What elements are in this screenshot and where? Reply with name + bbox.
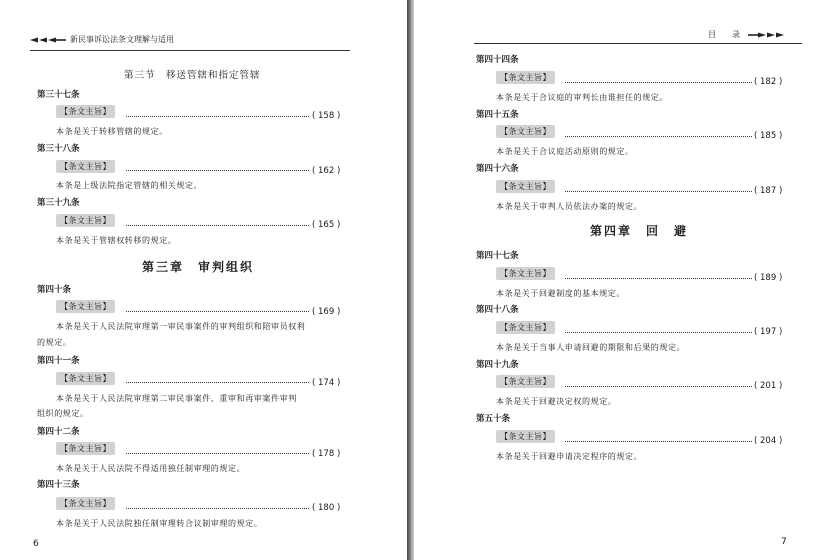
leader-dots	[565, 191, 752, 192]
article-heading: 第四十七条	[476, 251, 519, 261]
article-heading: 第四十三条	[37, 480, 80, 490]
page-ref[interactable]: ( 197 )	[754, 327, 783, 337]
page-number: 6	[33, 539, 39, 549]
article-summary: 本条是上级法院指定管辖的相关规定。	[56, 181, 203, 190]
article-summary: 本条是关于人民法院不得适用独任制审理的规定。	[56, 464, 246, 473]
tag-label[interactable]: 【条文主旨】	[496, 125, 555, 138]
tag-label[interactable]: 【条文主旨】	[496, 267, 555, 280]
article-heading: 第五十条	[476, 414, 511, 424]
article-summary: 本条是关于人民法院审理第二审民事案件、重审和再审案件审判	[56, 394, 297, 403]
leader-dots	[565, 136, 752, 137]
left-page	[0, 0, 408, 560]
leader-dots	[126, 170, 309, 171]
page-ref[interactable]: ( 189 )	[754, 273, 783, 283]
article-heading: 第三十八条	[37, 144, 80, 154]
contents-label: 目 录	[708, 30, 744, 39]
article-heading: 第四十条	[37, 285, 72, 295]
header-rule	[30, 50, 350, 51]
running-header-right	[708, 29, 784, 40]
article-summary: 本条是关于回避申请决定程序的规定。	[496, 452, 643, 461]
article-summary: 本条是关于审判人员依法办案的规定。	[496, 202, 643, 211]
page-ref[interactable]: ( 180 )	[312, 503, 341, 513]
page-ref[interactable]: ( 158 )	[312, 111, 341, 121]
leader-dots	[565, 82, 752, 83]
article-summary: 本条是关于合议庭活动原则的规定。	[496, 147, 634, 156]
arrow-ornament-icon	[748, 32, 784, 38]
article-heading: 第三十七条	[37, 90, 80, 100]
tag-label[interactable]: 【条文主旨】	[496, 321, 555, 334]
page-ref[interactable]: ( 185 )	[754, 131, 783, 141]
page-ref[interactable]: ( 204 )	[754, 436, 783, 446]
tag-label[interactable]: 【条文主旨】	[496, 375, 555, 388]
leader-dots	[126, 382, 309, 383]
leader-dots	[126, 453, 309, 454]
leader-dots	[126, 311, 309, 312]
leader-dots	[565, 386, 752, 387]
tag-label[interactable]: 【条文主旨】	[496, 180, 555, 193]
section-title: 第三节 移送管辖和指定管辖	[124, 70, 261, 81]
leader-dots	[565, 332, 752, 333]
article-summary: 本条是关于人民法院审理第一审民事案件的审判组织和陪审员权利	[56, 322, 306, 331]
page-ref[interactable]: ( 182 )	[754, 77, 783, 87]
page-ref[interactable]: ( 165 )	[312, 220, 341, 230]
page-ref[interactable]: ( 201 )	[754, 381, 783, 391]
article-summary: 本条是关于人民法院独任制审理转合议制审理的规定。	[56, 519, 263, 528]
tag-label[interactable]: 【条文主旨】	[56, 372, 115, 385]
page-ref[interactable]: ( 187 )	[754, 186, 783, 196]
leader-dots	[126, 508, 309, 509]
article-summary: 本条是关于转移管辖的规定。	[56, 127, 168, 136]
page-ref[interactable]: ( 162 )	[312, 166, 341, 176]
book-title: 新民事诉讼法条文理解与适用	[70, 35, 174, 44]
article-summary: 本条是关于当事人申请回避的期限和后果的规定。	[496, 343, 686, 352]
tag-label[interactable]: 【条文主旨】	[56, 497, 115, 510]
tag-label[interactable]: 【条文主旨】	[56, 214, 115, 227]
article-heading: 第四十五条	[476, 110, 519, 120]
leader-dots	[126, 116, 309, 117]
tag-label[interactable]: 【条文主旨】	[496, 430, 555, 443]
article-heading: 第三十九条	[37, 198, 80, 208]
article-summary-continued: 组织的规定。	[37, 409, 89, 418]
article-summary: 本条是关于回避决定权的规定。	[496, 397, 617, 406]
tag-label[interactable]: 【条文主旨】	[496, 71, 555, 84]
article-heading: 第四十九条	[476, 360, 519, 370]
header-rule	[474, 43, 802, 44]
page-ref[interactable]: ( 174 )	[312, 378, 341, 388]
tag-label[interactable]: 【条文主旨】	[56, 300, 115, 313]
page-ref[interactable]: ( 169 )	[312, 307, 341, 317]
arrow-ornament-icon	[30, 37, 66, 43]
article-heading: 第四十六条	[476, 164, 519, 174]
page-number: 7	[781, 537, 787, 547]
article-heading: 第四十八条	[476, 305, 519, 315]
tag-label[interactable]: 【条文主旨】	[56, 442, 115, 455]
leader-dots	[565, 441, 752, 442]
running-header-left	[30, 34, 174, 45]
article-summary: 本条是关于合议庭的审判长由谁担任的规定。	[496, 93, 668, 102]
article-heading: 第四十四条	[476, 55, 519, 65]
article-summary: 本条是关于管辖权转移的规定。	[56, 236, 177, 245]
leader-dots	[126, 225, 309, 226]
right-page	[414, 0, 826, 560]
tag-label[interactable]: 【条文主旨】	[56, 160, 115, 173]
tag-label[interactable]: 【条文主旨】	[56, 105, 115, 118]
article-summary-continued: 的规定。	[37, 338, 72, 347]
chapter-title: 第三章 审判组织	[142, 260, 255, 274]
article-summary: 本条是关于回避制度的基本规定。	[496, 289, 625, 298]
article-heading: 第四十二条	[37, 427, 80, 437]
leader-dots	[565, 278, 752, 279]
page-ref[interactable]: ( 178 )	[312, 449, 341, 459]
article-heading: 第四十一条	[37, 356, 80, 366]
chapter-title: 第四章 回 避	[590, 224, 689, 238]
